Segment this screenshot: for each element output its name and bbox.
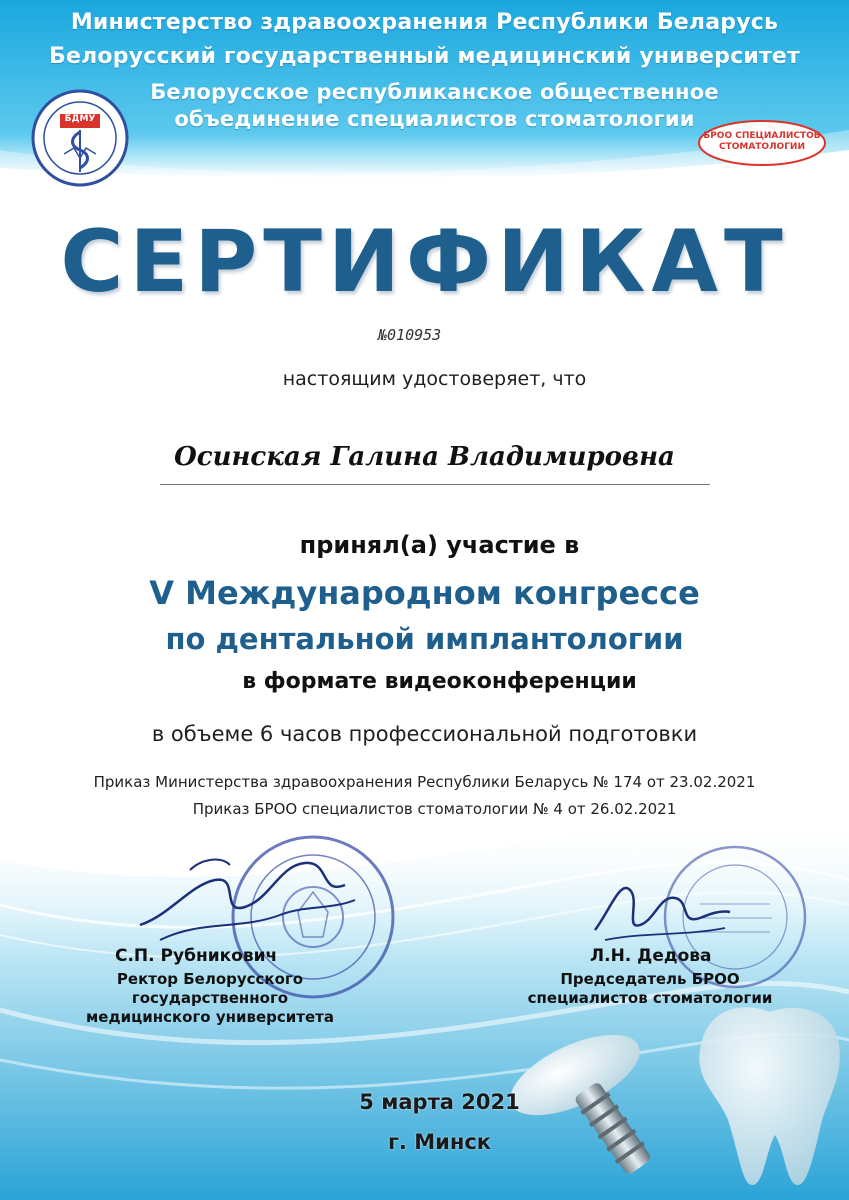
header-university: Белорусский государственный медицинский университет <box>49 44 800 69</box>
header-association-line2: объединение специалистов стоматологии <box>174 107 695 131</box>
broo-logo-line1: БРОО СПЕЦИАЛИСТОВ <box>703 131 821 141</box>
chair-name: Л.Н. Дедова <box>590 946 712 966</box>
order-association: Приказ БРОО специалистов стоматологии № 4 от 26.02.2021 <box>192 800 677 818</box>
event-title-line2: по дентальной имплантологии <box>165 622 684 656</box>
header-association-line1: Белорусское республиканское общественное <box>150 80 719 104</box>
event-title-line1: V Международном конгрессе <box>149 574 700 612</box>
certificate-title: СЕРТИФИКАТ <box>60 212 789 312</box>
event-format: в формате видеоконференции <box>242 669 637 694</box>
training-volume: в объеме 6 часов профессиональной подготовки <box>151 722 698 746</box>
rector-title-line2: государственного <box>131 989 289 1007</box>
issue-date: 5 марта 2021 <box>359 1090 520 1114</box>
rector-signature-icon <box>130 845 360 950</box>
participated-text: принял(а) участие в <box>299 531 580 559</box>
recipient-underline <box>160 484 710 485</box>
broo-logo-text <box>696 131 828 153</box>
chair-title-line1: Председатель БРОО <box>560 970 740 988</box>
order-ministry: Приказ Министерства здравоохранения Республики Беларусь № 174 от 23.02.2021 <box>93 773 756 791</box>
chair-title-line2: специалистов стоматологии <box>527 989 773 1007</box>
rector-title-line3: медицинского университета <box>86 1008 334 1026</box>
chair-title <box>505 970 795 1008</box>
rector-name: С.П. Рубникович <box>115 946 278 966</box>
issue-city: г. Минск <box>387 1130 492 1154</box>
rector-title <box>60 970 360 1027</box>
bsmu-logo-text: БДМУ <box>64 114 96 124</box>
header-ministry: Министерство здравоохранения Республики Беларусь <box>70 10 779 35</box>
recipient-name: Осинская Галина Владимировна <box>174 442 675 472</box>
certifies-text: настоящим удостоверяет, что <box>282 368 587 390</box>
certificate-number: №010953 <box>378 326 442 344</box>
rector-title-line1: Ректор Белорусского <box>116 970 304 988</box>
broo-logo-line2: СТОМАТОЛОГИИ <box>718 142 806 152</box>
chair-signature-icon <box>585 870 735 950</box>
